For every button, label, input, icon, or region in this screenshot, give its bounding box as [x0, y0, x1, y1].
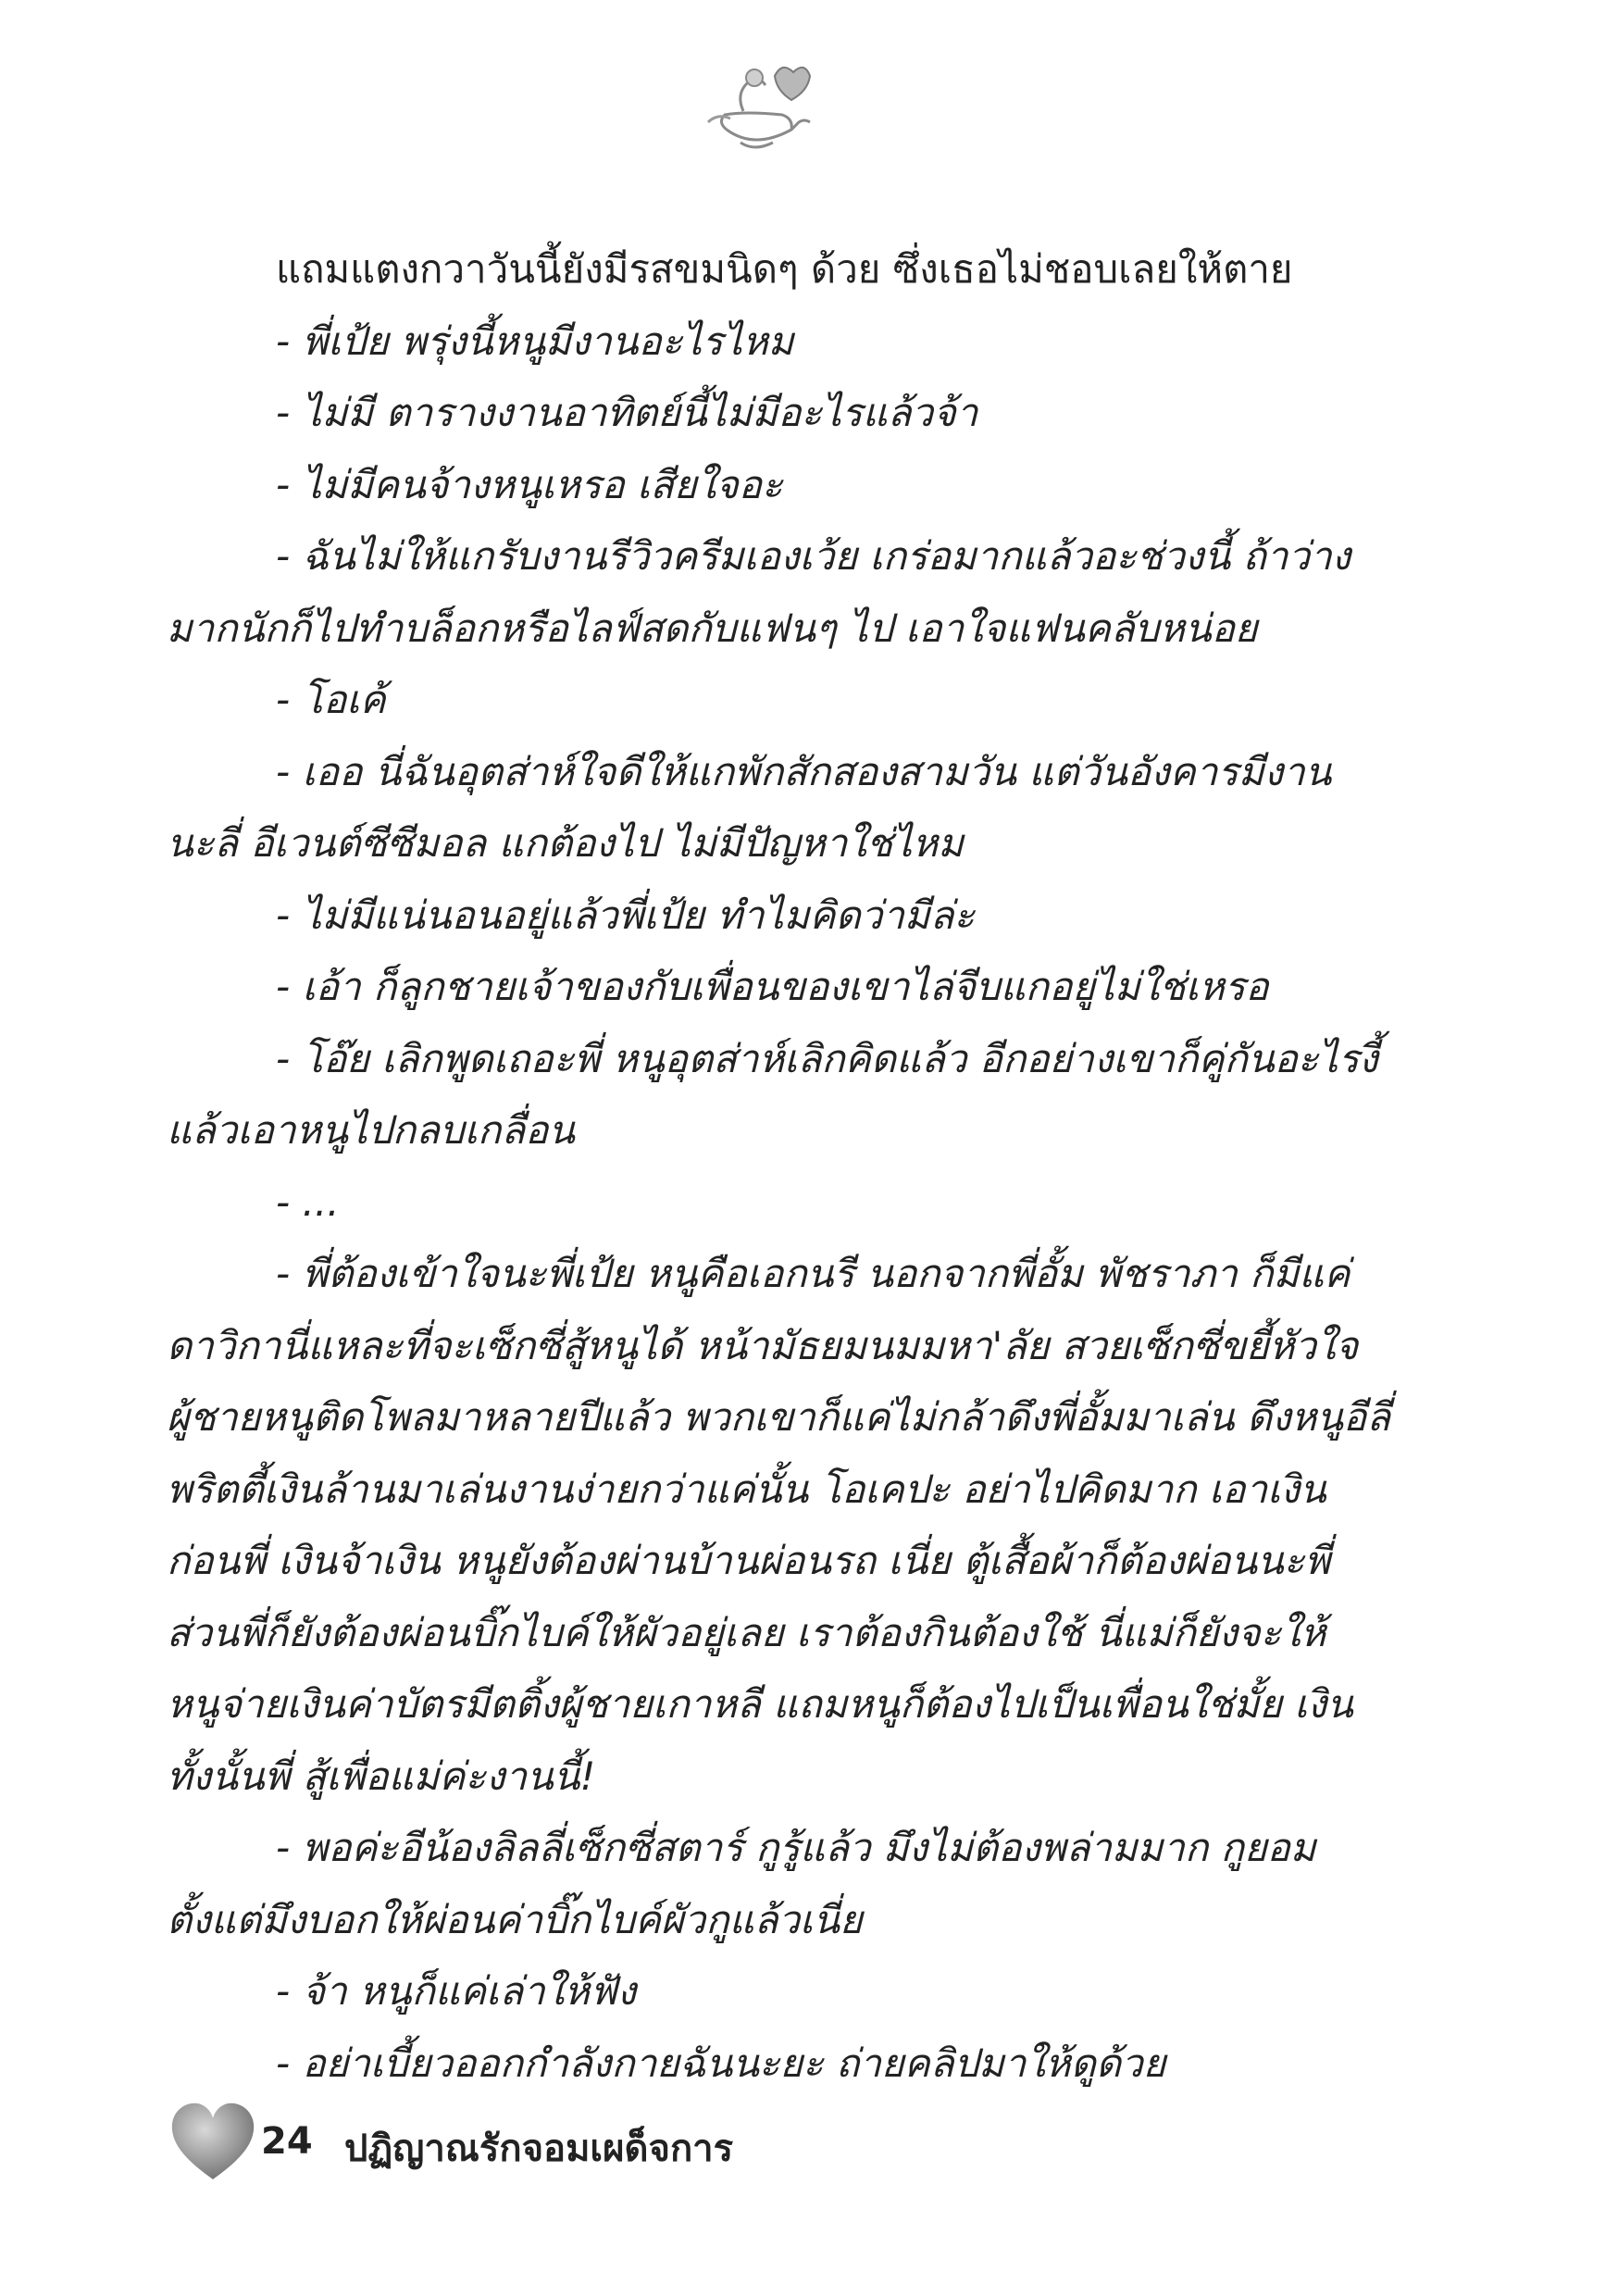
page-number: 24	[261, 2120, 313, 2163]
text-line: - จ้า หนูก็แค่เล่าให้ฟัง	[276, 1968, 637, 2014]
text-line: - เออ นี่ฉันอุตส่าห์ใจดีให้แกพักสักสองสามวัน แต่วันอังคารมีงาน	[276, 748, 1332, 794]
book-title: ปฏิญาณรักจอมเผด็จการ	[344, 2128, 734, 2170]
text-line: นะลี่ อีเวนต์ซีซีมอล แกต้องไป ไม่มีปัญหาใช่ไหม	[167, 820, 964, 866]
text-line: - ไม่มี ตารางงานอาทิตย์นี้ไม่มีอะไรแล้วจ้า	[276, 390, 978, 435]
text-line: ส่วนพี่ก็ยังต้องผ่อนบิ๊กไบค์ให้ผัวอยู่เลย เราต้องกินต้องใช้ นี่แม่ก็ยังจะให้	[167, 1609, 1326, 1655]
heart-icon	[168, 2100, 257, 2183]
text-line: - เอ้า ก็ลูกชายเจ้าของกับเพื่อนของเขาไล่จีบแกอยู่ไม่ใช่เหรอ	[276, 964, 1269, 1009]
text-line: มากนักก็ไปทำบล็อกหรือไลฟ์สดกับแฟนๆ ไป เอาใจแฟนคลับหน่อย	[167, 605, 1258, 651]
text-line: - ไม่มีคนจ้างหนูเหรอ เสียใจอะ	[276, 461, 783, 507]
cupid-teapot-ornament-icon	[690, 57, 819, 159]
text-line: - ...	[276, 1179, 340, 1225]
text-line: แถมแตงกวาวันนี้ยังมีรสขมนิดๆ ด้วย ซึ่งเธอไม่ชอบเลยให้ตาย	[276, 246, 1293, 292]
text-line: - ไม่มีแน่นอนอยู่แล้วพี่เป้ย ทำไมคิดว่ามีล่ะ	[276, 892, 975, 938]
body-text	[167, 233, 1390, 2099]
page-footer	[168, 2100, 1002, 2202]
text-line: ก่อนพี่ เงินจ้าเงิน หนูยังต้องผ่านบ้านผ่อนรถ เนี่ย ตู้เสื้อผ้าก็ต้องผ่อนนะพี่	[167, 1538, 1331, 1583]
text-line: ดาวิกานี่แหละที่จะเซ็กซี่สู้หนูได้ หน้ามัธยมนมมหา'ลัย สวยเซ็กซี่ขยี้หัวใจ	[167, 1322, 1359, 1368]
text-line: แล้วเอาหนูไปกลบเกลื่อน	[167, 1107, 576, 1153]
text-line: ตั้งแต่มึงบอกให้ผ่อนค่าบิ๊กไบค์ผัวกูแล้วเนี่ย	[167, 1896, 863, 1942]
text-line: - พี่เป้ย พรุ่งนี้หนูมีงานอะไรไหม	[276, 318, 794, 364]
text-line: ผู้ชายหนูติดโพลมาหลายปีแล้ว พวกเขาก็แค่ไม่กล้าดึงพี่อั้มมาเล่น ดึงหนูอีลี่	[167, 1394, 1390, 1440]
text-line: หนูจ่ายเงินค่าบัตรมีตติ้งผู้ชายเกาหลี แถมหนูก็ต้องไปเป็นเพื่อนใช่มั้ย เงิน	[167, 1681, 1353, 1727]
text-line: - โอเค้	[276, 677, 386, 722]
text-line: - พอค่ะอีน้องลิลลี่เซ็กซี่สตาร์ กูรู้แล้ว มึงไม่ต้องพล่ามมาก กูยอม	[276, 1825, 1316, 1870]
text-line: ทั้งนั้นพี่ สู้เพื่อแม่ค่ะงานนี้!	[167, 1753, 596, 1799]
text-line: พริตตี้เงินล้านมาเล่นงานง่ายกว่าแค่นั้น โอเคปะ อย่าไปคิดมาก เอาเงิน	[167, 1466, 1326, 1512]
text-line: - อย่าเบี้ยวออกกำลังกายฉันนะยะ ถ่ายคลิปมาให้ดูด้วย	[276, 2040, 1166, 2086]
text-line: - โอ๊ย เลิกพูดเถอะพี่ หนูอุตส่าห์เลิกคิดแล้ว อีกอย่างเขาก็คู่กันอะไรงี้	[276, 1035, 1378, 1081]
text-line: - พี่ต้องเข้าใจนะพี่เป้ย หนูคือเอกนรี นอกจากพี่อั้ม พัชราภา ก็มีแค่	[276, 1251, 1350, 1296]
text-line: - ฉันไม่ให้แกรับงานรีวิวครีมเองเว้ย เกร่อมากแล้วอะช่วงนี้ ถ้าว่าง	[276, 533, 1351, 579]
